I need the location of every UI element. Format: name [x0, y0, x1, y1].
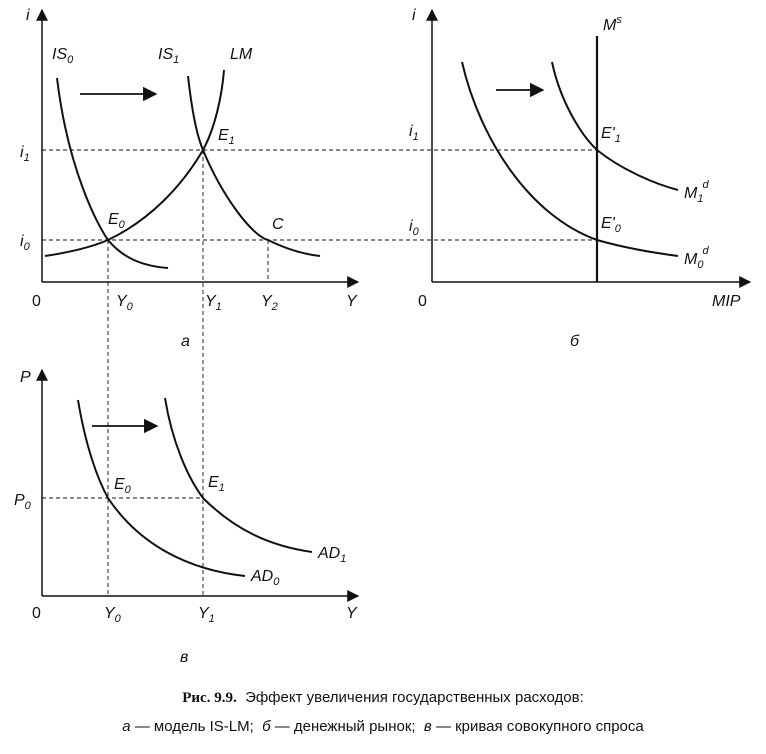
point-c-label: C [272, 216, 284, 233]
ad0-label: $AD_0$ [251, 568, 280, 588]
panel-c-y1-tick: $Y_1$ [198, 605, 215, 625]
panel-a-i1-tick: $i_1$ [20, 144, 30, 164]
legend-text-c: — кривая совокупного спроса [431, 718, 644, 735]
panel-b-i0-tick: $i_0$ [409, 218, 419, 238]
panel-a [20, 7, 597, 596]
is0-curve [57, 78, 168, 268]
panel-c-p0-tick: $P_0$ [14, 492, 31, 512]
point-e1-label: $E_1$ [218, 127, 235, 147]
m1-demand-label: $M_1d$ [684, 179, 709, 205]
legend-key-a: а [122, 718, 131, 735]
panel-b-y-axis-label: i [412, 7, 416, 24]
is1-curve [188, 76, 320, 256]
point-e0-label: $E_0$ [108, 211, 125, 231]
money-supply-label: $M^s$ [603, 14, 622, 34]
figure-caption-title [0, 689, 766, 707]
m1-demand-curve [552, 62, 678, 190]
panel-a-y2-tick: $Y_2$ [261, 293, 278, 313]
point-e1-prime-label: $E'_1$ [601, 125, 621, 145]
point-c-e1-label: $E_1$ [208, 474, 225, 494]
m0-demand-label: $M_0d$ [684, 245, 709, 271]
panel-a-y0-tick: $Y_0$ [116, 293, 133, 313]
panel-a-i0-tick: $i_0$ [20, 233, 30, 253]
panel-a-y1-tick: $Y_1$ [205, 293, 222, 313]
panel-c-y0-tick: $Y_0$ [104, 605, 121, 625]
panel-a-origin-label: 0 [32, 293, 41, 310]
lm-curve [45, 70, 224, 256]
m0-demand-curve [462, 62, 678, 256]
panel-c-x-axis-label: Y [346, 605, 357, 622]
figure-number: Рис. 9.9. [182, 690, 237, 706]
panel-c-origin-label: 0 [32, 605, 41, 622]
is1-label: $IS_1$ [158, 46, 180, 66]
figure-caption-legend [0, 718, 766, 735]
panel-a-x-axis-label: Y [346, 293, 357, 310]
panel-c [14, 369, 358, 666]
legend-key-b: б [262, 718, 271, 735]
panel-b-caption-letter: б [570, 333, 579, 350]
panel-b-origin-label: 0 [418, 293, 427, 310]
lm-label: LM [230, 46, 253, 63]
figure-title: Эффект увеличения государственных расходов: [245, 689, 584, 706]
ad1-label: $AD_1$ [318, 545, 347, 565]
panel-a-caption-letter: а [181, 333, 190, 350]
is0-label: $IS_0$ [52, 46, 74, 66]
point-e0-prime-label: $E'_0$ [601, 215, 621, 235]
panel-b [409, 7, 750, 350]
panel-a-y-axis-label: i [26, 7, 30, 24]
panel-c-caption-letter: в [180, 649, 189, 666]
panel-b-i1-tick: $i_1$ [409, 123, 419, 143]
panel-b-x-axis-label: MIP [712, 293, 741, 310]
panel-c-y-axis-label: P [20, 369, 31, 386]
ad1-curve [165, 398, 312, 552]
point-c-e0-label: $E_0$ [114, 476, 131, 496]
legend-key-c: в [423, 718, 432, 735]
legend-text-b: — денежный рынок; [270, 718, 416, 735]
legend-text-a: — модель IS-LM; [130, 718, 254, 735]
